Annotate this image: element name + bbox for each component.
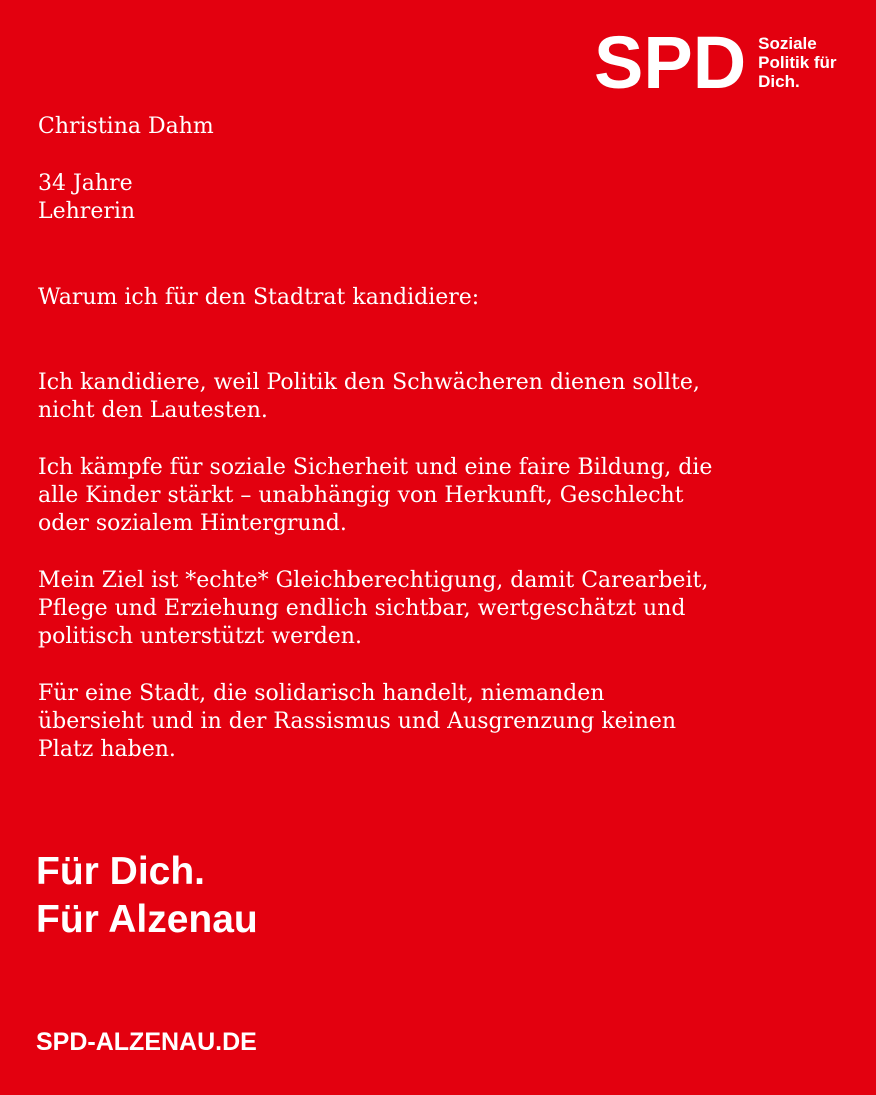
paragraph-line: oder sozialem Hintergrund. [38,511,347,536]
spd-logo [594,21,837,104]
candidate-age: 34 Jahre [38,171,133,196]
logo-tagline [758,34,836,91]
slogan-line: Für Dich. [36,850,206,893]
section-heading: Warum ich für den Stadtrat kandidiere: [38,285,480,310]
website-url: SPD-ALZENAU.DE [36,1028,257,1056]
paragraph-line: übersieht und in der Rassismus und Ausgrenzung keinen [38,709,677,734]
logo-tagline-line: Dich. [758,72,800,91]
logo-tagline-line: Soziale [758,34,817,53]
paragraph-line: Platz haben. [38,737,176,762]
paragraph-line: Ich kämpfe für soziale Sicherheit und eine faire Bildung, die [38,455,713,480]
logo-wordmark: SPD [594,21,747,104]
paragraph-line: alle Kinder stärkt – unabhängig von Herkunft, Geschlecht [38,483,684,508]
paragraph-line: politisch unterstützt werden. [38,624,362,649]
slogan-line: Für Alzenau [36,898,258,941]
candidate-profession: Lehrerin [38,199,136,224]
logo-tagline-line: Politik für [758,53,837,72]
slogan [36,848,258,944]
paragraph-line: Ich kandidiere, weil Politik den Schwächeren dienen sollte, [38,370,700,395]
paragraph-line: Für eine Stadt, die solidarisch handelt, niemanden [38,681,605,706]
paragraph-line: Pflege und Erziehung endlich sichtbar, wertgeschätzt und [38,596,686,621]
paragraph-line: Mein Ziel ist *echte* Gleichberechtigung, damit Carearbeit, [38,568,709,593]
candidate-name: Christina Dahm [38,114,214,139]
paragraph-line: nicht den Lautesten. [38,398,268,423]
